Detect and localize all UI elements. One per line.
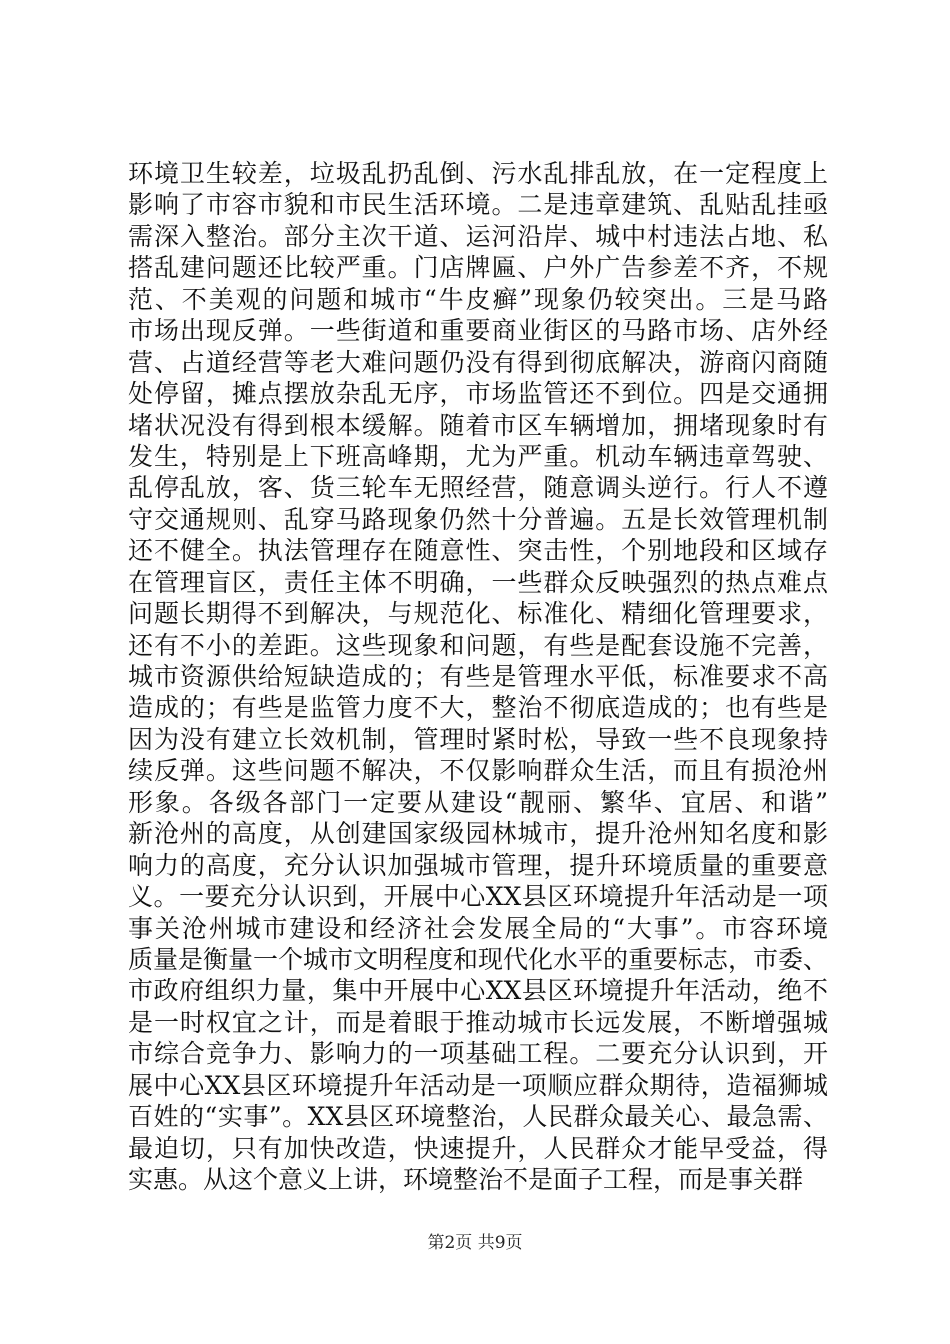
text-line: 响力的高度，充分认识加强城市管理，提升环境质量的重要意 bbox=[128, 850, 828, 880]
text-line: 发生，特别是上下班高峰期，尤为严重。机动车辆违章驾驶、 bbox=[128, 441, 828, 471]
text-line: 还有不小的差距。这些现象和问题，有些是配套设施不完善， bbox=[128, 630, 828, 660]
text-line: 乱停乱放，客、货三轮车无照经营，随意调头逆行。行人不遵 bbox=[128, 473, 828, 503]
text-line: 市综合竞争力、影响力的一项基础工程。二要充分认识到，开 bbox=[128, 1039, 828, 1069]
text-line: 问题长期得不到解决，与规范化、标准化、精细化管理要求， bbox=[128, 599, 828, 629]
text-line: 事关沧州城市建设和经济社会发展全局的“大事”。市容环境 bbox=[128, 913, 828, 943]
text-line: 守交通规则、乱穿马路现象仍然十分普遍。五是长效管理机制 bbox=[128, 504, 828, 534]
text-line: 百姓的“实事”。XX县区环境整治，人民群众最关心、最急需、 bbox=[128, 1102, 828, 1132]
text-line: 实惠。从这个意义上讲，环境整治不是面子工程，而是事关群 bbox=[128, 1165, 804, 1194]
text-line: 义。一要充分认识到，开展中心XX县区环境提升年活动是一项 bbox=[128, 882, 828, 912]
text-line: 处停留，摊点摆放杂乱无序，市场监管还不到位。四是交通拥 bbox=[128, 379, 828, 409]
text-line: 市场出现反弹。一些街道和重要商业街区的马路市场、店外经 bbox=[128, 316, 828, 346]
text-line: 造成的；有些是监管力度不大，整治不彻底造成的；也有些是 bbox=[128, 693, 828, 723]
text-line: 城市资源供给短缺造成的；有些是管理水平低，标准要求不高 bbox=[128, 662, 828, 691]
text-line: 形象。各级各部门一定要从建设“靓丽、繁华、宜居、和谐” bbox=[128, 787, 828, 817]
text-line: 最迫切，只有加快改造，快速提升，人民群众才能早受益，得 bbox=[128, 1133, 828, 1163]
text-line: 环境卫生较差，垃圾乱扔乱倒、污水乱排乱放，在一定程度上 bbox=[128, 159, 828, 188]
text-line: 在管理盲区，责任主体不明确，一些群众反映强烈的热点难点 bbox=[128, 567, 828, 597]
text-line: 质量是衡量一个城市文明程度和现代化水平的重要标志，市委、 bbox=[128, 944, 829, 974]
text-line: 影响了市容市貌和市民生活环境。二是违章建筑、乱贴乱挂亟 bbox=[128, 190, 828, 220]
text-line: 展中心XX县区环境提升年活动是一项顺应群众期待，造福狮城 bbox=[128, 1070, 828, 1100]
text-line: 是一时权宜之计，而是着眼于推动城市长远发展，不断增强城 bbox=[128, 1007, 828, 1037]
text-line: 续反弹。这些问题不解决，不仅影响群众生活，而且有损沧州 bbox=[128, 756, 828, 786]
text-line: 搭乱建问题还比较严重。门店牌匾、户外广告参差不齐，不规 bbox=[128, 253, 828, 283]
text-line: 因为没有建立长效机制，管理时紧时松，导致一些不良现象持 bbox=[128, 724, 828, 754]
text-line: 新沧州的高度，从创建国家级园林城市，提升沧州知名度和影 bbox=[128, 819, 828, 849]
text-line: 堵状况没有得到根本缓解。随着市区车辆增加，拥堵现象时有 bbox=[128, 410, 828, 440]
text-line: 还不健全。执法管理存在随意性、突击性，个别地段和区域存 bbox=[128, 536, 828, 566]
body-text bbox=[128, 158, 828, 1195]
text-line: 营、占道经营等老大难问题仍没有得到彻底解决，游商闪商随 bbox=[128, 347, 828, 377]
text-line: 需深入整治。部分主次干道、运河沿岸、城中村违法占地、私 bbox=[128, 221, 828, 251]
text-line: 市政府组织力量，集中开展中心XX县区环境提升年活动，绝不 bbox=[128, 976, 828, 1006]
page-footer: 第2页 共9页 bbox=[427, 1233, 523, 1253]
text-line: 范、不美观的问题和城市“牛皮癣”现象仍较突出。三是马路 bbox=[128, 284, 828, 314]
